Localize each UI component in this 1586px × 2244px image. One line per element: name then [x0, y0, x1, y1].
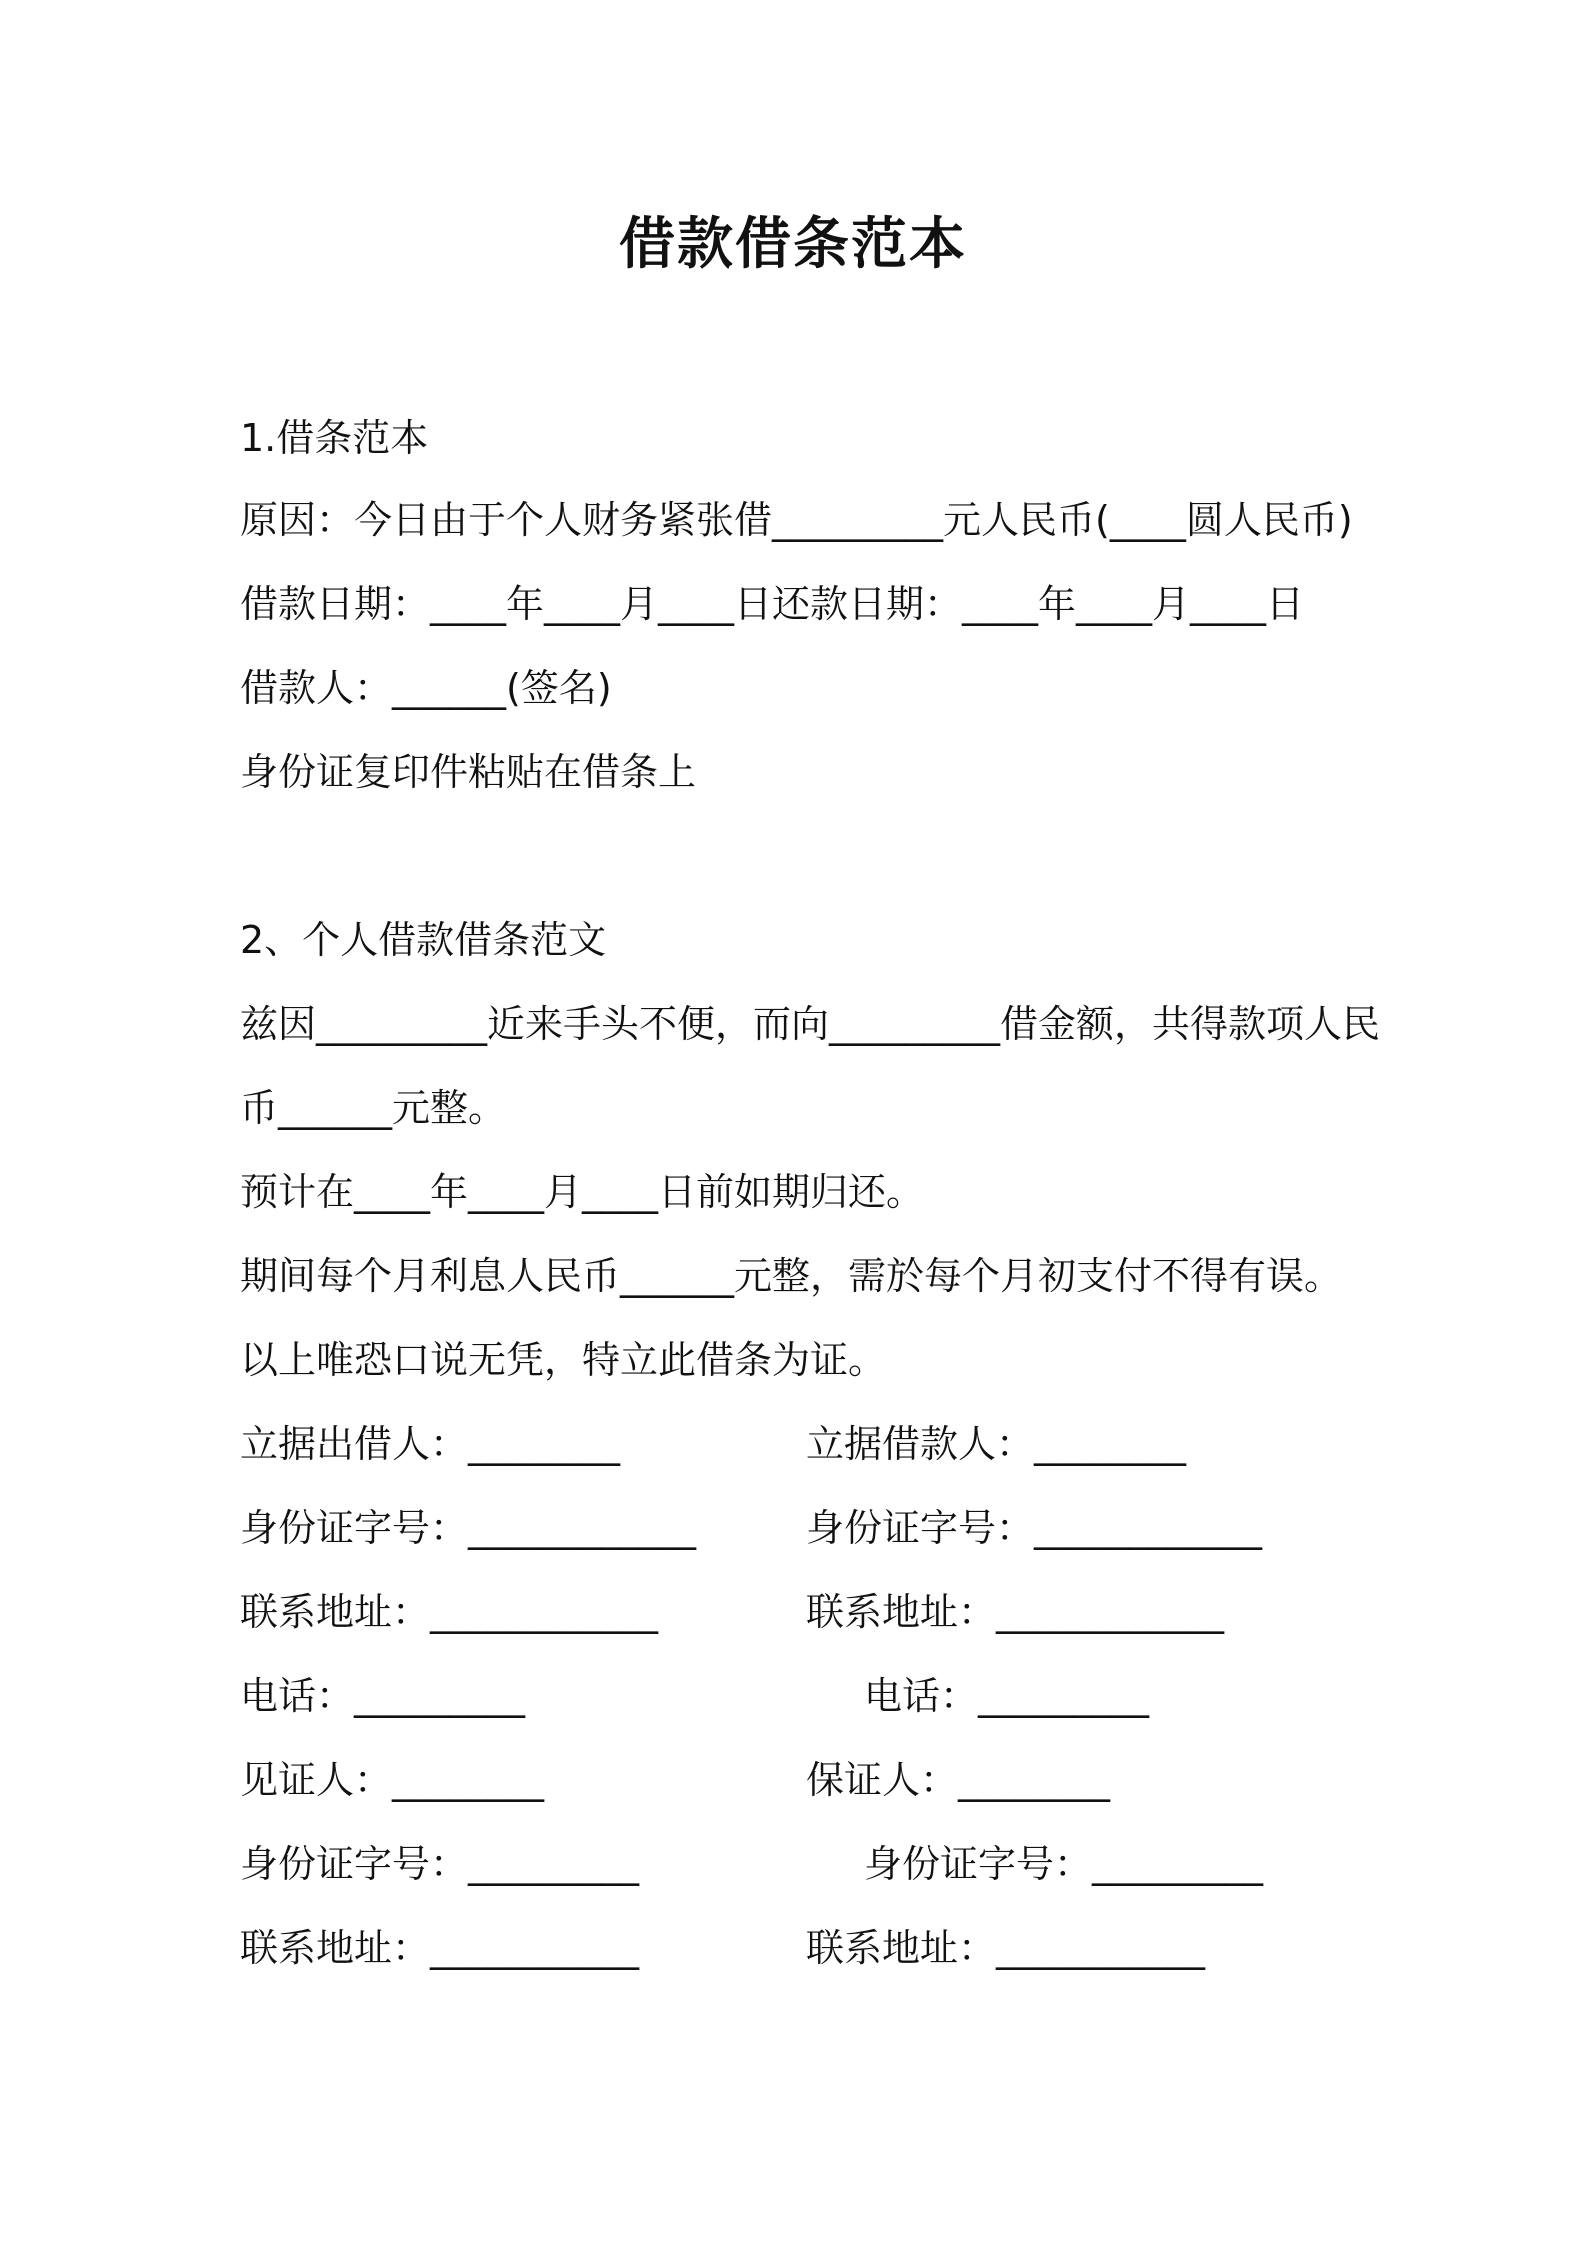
section2-closing: 以上唯恐口说无凭，特立此借条为证。 — [240, 1338, 887, 1382]
lender-field: 立据出借人：________ — [240, 1422, 621, 1466]
section1-reason: 原因：今日由于个人财务紧张借_________元人民币(____圆人民币) — [240, 498, 1353, 542]
section2-interest: 期间每个月利息人民币______元整，需於每个月初支付不得有误。 — [240, 1254, 1343, 1298]
section2-repay: 预计在____年____月____日前如期归还。 — [240, 1170, 925, 1214]
lender-address-field: 联系地址：____________ — [240, 1590, 659, 1634]
section2-heading: 2、个人借款借条范文 — [240, 918, 607, 962]
lender-id-field: 身份证字号：____________ — [240, 1506, 697, 1550]
section2-body-line1: 兹因_________近来手头不便，而向_________借金额，共得款项人民 — [240, 1002, 1381, 1046]
borrower-id-field: 身份证字号：____________ — [806, 1506, 1263, 1550]
section1-borrower: 借款人：______(签名) — [240, 666, 612, 710]
borrower-field: 立据借款人：________ — [806, 1422, 1187, 1466]
document-title: 借款借条范本 — [619, 212, 967, 277]
guarantor-address-field: 联系地址：___________ — [806, 1926, 1206, 1970]
section1-id-note: 身份证复印件粘贴在借条上 — [240, 750, 697, 794]
lender-phone-field: 电话：_________ — [240, 1674, 526, 1718]
section1-dates: 借款日期：____年____月____日还款日期：____年____月____日 — [240, 582, 1305, 626]
borrower-phone-field: 电话：_________ — [864, 1674, 1150, 1718]
guarantor-id-field: 身份证字号：_________ — [864, 1842, 1264, 1886]
witness-address-field: 联系地址：___________ — [240, 1926, 640, 1970]
guarantor-field: 保证人：________ — [806, 1758, 1111, 1802]
borrower-address-field: 联系地址：____________ — [806, 1590, 1225, 1634]
witness-id-field: 身份证字号：_________ — [240, 1842, 640, 1886]
section2-body-line2: 币______元整。 — [240, 1086, 507, 1130]
witness-field: 见证人：________ — [240, 1758, 545, 1802]
section1-heading: 1.借条范本 — [240, 416, 429, 460]
